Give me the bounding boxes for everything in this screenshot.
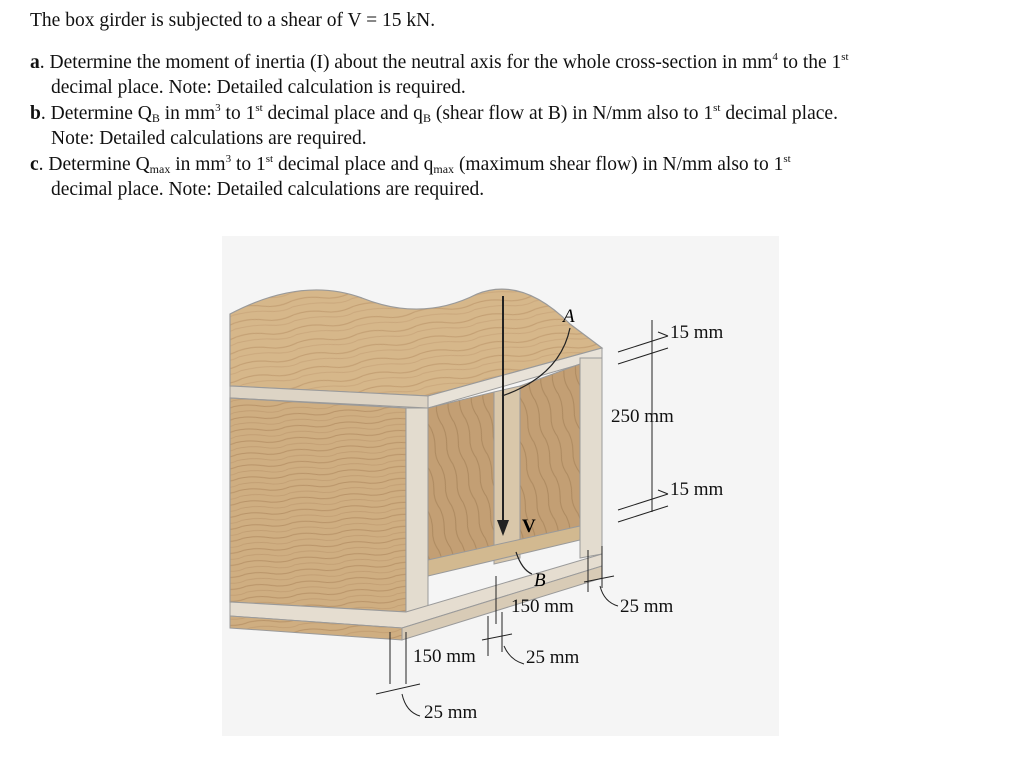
dim-bottom-flange: 15 mm: [670, 479, 724, 500]
part-b-text-2: Note: Detailed calculations are required.: [51, 128, 367, 149]
left-web-front-edge: [406, 408, 428, 612]
dim-lower-web: 25 mm: [526, 647, 580, 668]
part-a: a. Determine the moment of inertia (I) about the neutral axis for the whole cross-section in $mm^4$ to the 1st: [30, 50, 849, 73]
dim-upper-web: 25 mm: [620, 596, 674, 617]
dim-top-flange: 15 mm: [670, 322, 724, 343]
dim-lower-width: 150 mm: [413, 646, 476, 667]
left-web-outer-face: [230, 398, 406, 612]
dim-left-web: 25 mm: [424, 702, 478, 723]
dim-web-height: 250 mm: [611, 406, 674, 427]
label-A: A: [563, 306, 575, 327]
part-a-text-1: . Determine the moment of inertia (I) about the neutral axis for the whole cross-section in mm: [39, 51, 773, 73]
part-c: c. Determine $Q_{max}$ in $mm^3$ to 1st decimal place and $q_{max}$ (maximum shear flow) in N/mm also to 1st: [30, 152, 791, 176]
part-c-letter: c: [30, 153, 39, 175]
part-c-text-2: decimal place. Note: Detailed calculations are required.: [51, 179, 485, 200]
label-V: V: [522, 516, 536, 537]
dim-upper-width: 150 mm: [511, 596, 574, 617]
part-b-letter: b: [30, 102, 41, 124]
right-web: [580, 358, 602, 558]
middle-web: [494, 386, 520, 564]
box-girder-figure: [222, 236, 779, 736]
problem-intro: The box girder is subjected to a shear of V = 15 kN.: [30, 10, 436, 31]
part-b: b. Determine $Q_B$ in $mm^3$ to 1st decimal place and $q_B$ (shear flow at B) in N/mm also to 1st decimal place.: [30, 101, 838, 125]
problem-statement: [30, 8, 1000, 203]
inner-cavity-right: [520, 364, 580, 540]
part-a-letter: a: [30, 51, 40, 73]
inner-cavity-left: [428, 392, 494, 560]
part-a-text-2: decimal place. Note: Detailed calculation is required.: [51, 77, 466, 98]
label-B: B: [534, 570, 546, 591]
